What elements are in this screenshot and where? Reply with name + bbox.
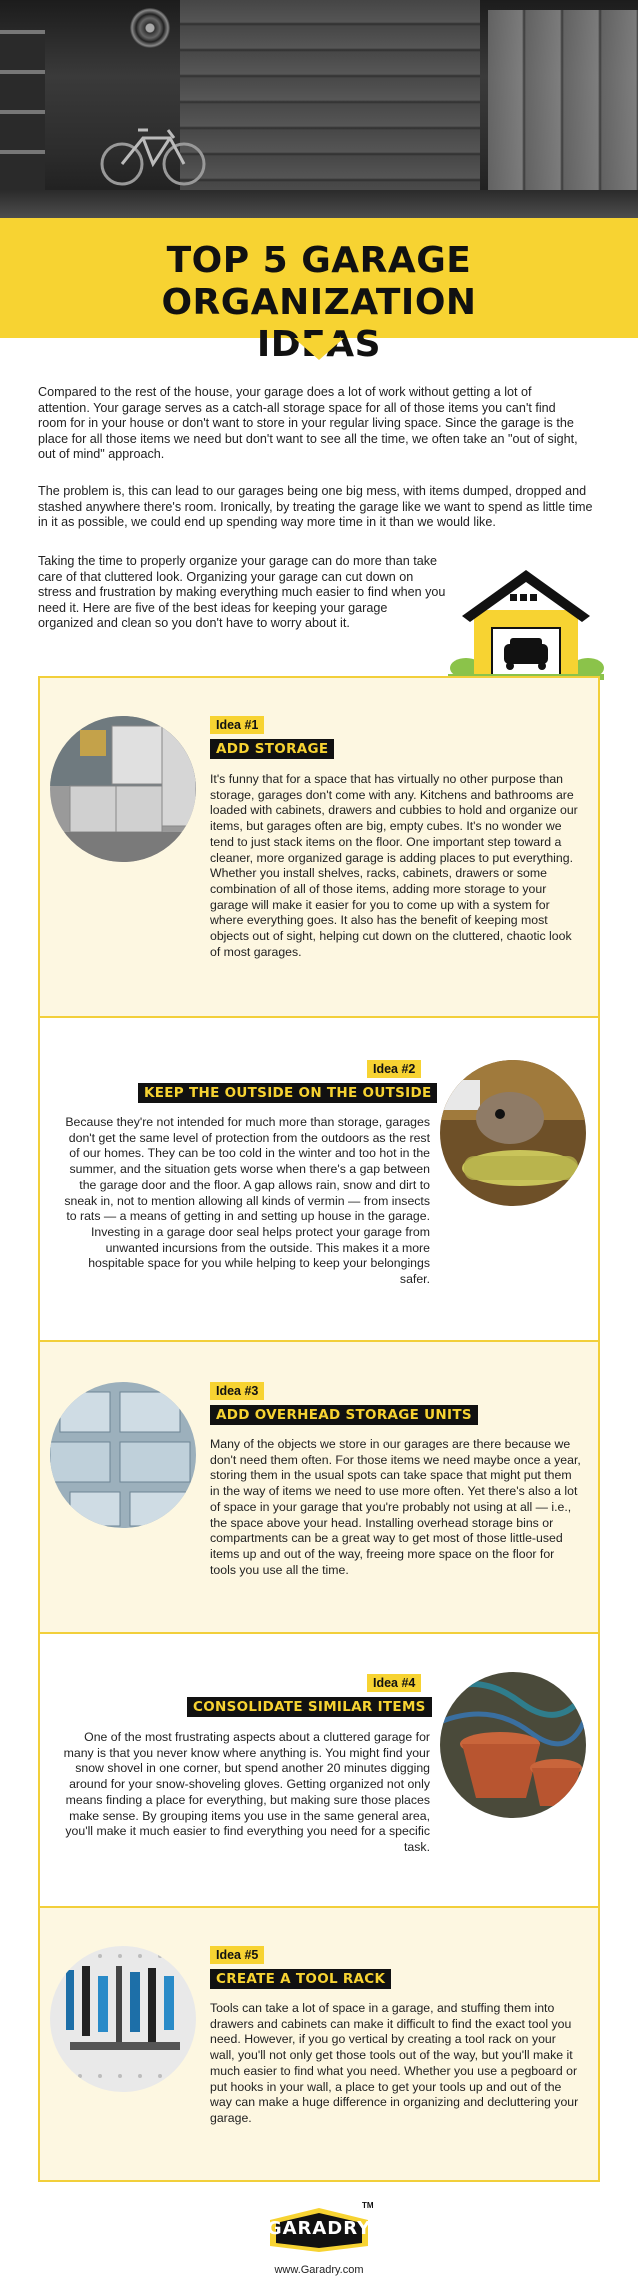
idea-body: One of the most frustrating aspects about a cluttered garage for many is that you never know where anything is. You might find your snow shovel in one corner, but spend another 20 minutes digging around for your snow-shoveling gloves. Getting organized not only means finding a place for everything, but making sure those places make sense. By grouping items you use in the same general area, you'll make it much easier to find everything you need for a specific task. [63,1730,430,1854]
idea-tag: Idea #5 [210,1946,264,1964]
idea-body: It's funny that for a space that has virtually no other purpose than storage, garages don't come with any. Kitchens and bathrooms are loaded with cabinets, drawers and cubbies to hold and organize our items, but garages often are big, empty cubes. It's no wonder we tend to just stack items on the floor. One important step toward a cleaner, more organized garage is adding places to put everything. Whether you install shelves, racks, cabinets, drawers or some combination of all of those items, adding more storage to your garage will make it easier for you to come up with a system for where everything goes. It also has the benefit of keeping most objects out of sight, helping cut down on the cluttered, chaotic look of most garages. [210,772,578,959]
intro-paragraph: Compared to the rest of the house, your garage does a lot of work without getting a lot of attention. Your garage serves as a catch-all storage space for all of those items you can't find room for in your house or don't want to store in your regular living space. Since the garage is the place for all those items we need but don't want to see all the time, we often take an "out of sight, out of mind" approach. [38,385,578,462]
intro-paragraph: The problem is, this can lead to our garages being one big mess, with items dumped, dropped and stashed anywhere there's room. Ironically, by treating the garage like we want to spend as little time in it as possible, we could end up spending way more time in it than we would like. [38,484,593,530]
idea-tag: Idea #2 [367,1060,421,1078]
idea-heading: CREATE A TOOL RACK [210,1969,391,1989]
garage-door-graphic [180,0,480,218]
garage-house-icon [448,560,604,680]
page-title: TOP 5 GARAGE ORGANIZATION IDEAS [161,240,477,365]
pegboard-tools-photo [50,1946,196,2092]
idea-body: Because they're not intended for much more than storage, garages don't get the same level of protection from the outdoors as the rest of our homes. They can be too cold in the winter and too hot in the summer, and the situation gets worse when there's a gap between the garage door and the floor. A gap allows rain, snow and dirt to sneak in, not to mention allowing all kinds of vermin — from insects to rats — a means of getting in and setting up house in the garage. Investing in a garage door seal helps protect your garage from unwanted incursions from the outside. This makes it a more hospitable space for you while helping to keep your belongings safer. [64,1115,430,1287]
idea-tag: Idea #3 [210,1382,264,1400]
bicycle-icon [98,118,208,188]
idea-tag: Idea #1 [210,716,264,734]
storage-bins-photo [50,1382,196,1528]
flower-pots-photo [440,1672,586,1818]
idea-tag: Idea #4 [367,1674,421,1692]
garage-cabinets-photo [50,716,196,862]
idea-heading: CONSOLIDATE SIMILAR ITEMS [187,1697,432,1717]
trademark-mark: TM [362,2201,374,2210]
floor-graphic [0,190,638,218]
idea-heading: ADD OVERHEAD STORAGE UNITS [210,1405,478,1425]
dartboard-graphic [130,8,170,48]
idea-heading: ADD STORAGE [210,739,334,759]
hero-garage-photo [0,0,638,218]
mouse-photo [440,1060,586,1206]
idea-body: Tools can take a lot of space in a garage, and stuffing them into drawers and cabinets can make it difficult to find the exact tool you need. However, if you go vertical by creating a tool rack on your wall, you'll not only get those tools out of the way, but you'll make it much easier to find what you need. Whether you use a pegboard or put hooks in your wall, a place to get your tools up and out of the way can make a huge difference in organizing and decluttering your garage. [210,2001,579,2125]
intro-paragraph: Taking the time to properly organize your garage can do more than take care of that cluttered look. Organizing your garage can cut down on stress and frustration by making everything much easier to find when you need it. Here are five of the best ideas for keeping your garage organized and clean so you don't have to worry about it. [38,554,446,631]
cabinets-graphic [488,10,638,218]
logo-text: GARADRY [266,2218,372,2239]
idea-heading: KEEP THE OUTSIDE ON THE OUTSIDE [138,1083,437,1103]
title-band [0,218,638,365]
website-link[interactable]: www.Garadry.com [274,2264,364,2276]
idea-body: Many of the objects we store in our garages are there because we don't need them often. For those items we need maybe once a year, storing them in the usual spots can take space that might put them in the way of items we need to use more often. Yet there's also a lot of space in your garage that you're probably not using at all — i.e., the space above your head. Installing overhead storage bins or compartments can be a great way to get most of those little-used items up and out of the way, freeing more space on the floor for tools you use all the time. [210,1437,581,1577]
title-notch [294,338,344,360]
